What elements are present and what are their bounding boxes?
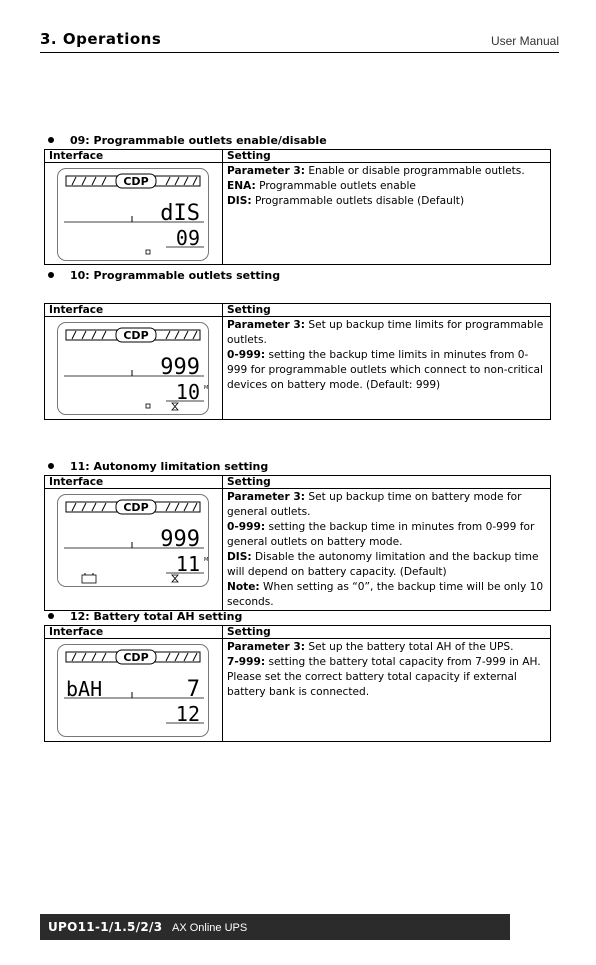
setting-cell — [223, 489, 551, 611]
bar-segment — [166, 503, 170, 511]
lcd-graphic — [58, 323, 208, 414]
section-title-10: 10: Programmable outlets setting — [48, 269, 280, 282]
cdp-logo: CDP — [123, 651, 149, 664]
setting-label: DIS: — [227, 551, 252, 563]
setting-text: Set up the battery total AH of the UPS. — [305, 641, 514, 653]
bullet-icon — [48, 137, 54, 143]
bar-segment — [193, 503, 197, 511]
manual-label: User Manual — [490, 34, 559, 48]
bar-segment — [193, 177, 197, 185]
bar-segment — [184, 331, 188, 339]
lcd-display — [57, 168, 209, 261]
bullet-icon — [48, 272, 54, 278]
col-setting: Setting — [223, 476, 551, 489]
setting-row — [227, 318, 546, 348]
lcd-display — [57, 322, 209, 415]
bar-segment — [92, 331, 96, 339]
setting-row — [227, 164, 546, 179]
bar-segment — [175, 503, 179, 511]
bar-segment — [82, 331, 86, 339]
bar-segment — [82, 177, 86, 185]
bar-segment — [193, 653, 197, 661]
bar-segment — [82, 653, 86, 661]
bar-segment — [184, 177, 188, 185]
lcd-code-value: 11 — [175, 552, 200, 576]
lcd-cell — [45, 163, 223, 265]
setting-cell — [223, 163, 551, 265]
section-title-09: 09: Programmable outlets enable/disable — [48, 134, 327, 147]
col-setting: Setting — [223, 150, 551, 163]
setting-row — [227, 194, 546, 209]
setting-text: Programmable outlets disable (Default) — [251, 195, 465, 207]
setting-label: DIS: — [227, 195, 252, 207]
bar-segment — [92, 177, 96, 185]
bar-segment — [166, 653, 170, 661]
col-interface: Interface — [45, 150, 223, 163]
hourglass-icon — [172, 575, 178, 582]
bar-segment — [72, 503, 76, 511]
bar-segment — [166, 177, 170, 185]
spec-table-11 — [44, 475, 551, 611]
lcd-graphic — [58, 645, 208, 736]
col-setting: Setting — [223, 626, 551, 639]
bar-segment — [184, 503, 188, 511]
spec-table-10 — [44, 303, 551, 420]
col-setting: Setting — [223, 304, 551, 317]
lcd-main-value: 999 — [160, 527, 200, 552]
bar-segment — [92, 503, 96, 511]
outlet-icon — [146, 404, 150, 408]
setting-row — [227, 490, 546, 520]
header-divider — [40, 52, 559, 53]
setting-label: Parameter 3: — [227, 641, 305, 653]
cdp-logo: CDP — [123, 329, 149, 342]
setting-label: Note: — [227, 581, 260, 593]
setting-label: ENA: — [227, 180, 256, 192]
section-title-11: 11: Autonomy limitation setting — [48, 460, 268, 473]
setting-text: Programmable outlets enable — [255, 180, 416, 192]
lcd-main-value: 999 — [160, 355, 200, 380]
setting-row — [227, 550, 546, 580]
bar-segment — [102, 177, 106, 185]
cdp-logo: CDP — [123, 501, 149, 514]
col-interface: Interface — [45, 626, 223, 639]
bar-segment — [102, 331, 106, 339]
bar-segment — [72, 177, 76, 185]
setting-cell — [223, 639, 551, 742]
bar-segment — [92, 653, 96, 661]
bar-segment — [102, 653, 106, 661]
setting-row — [227, 580, 546, 610]
lcd-graphic — [58, 495, 208, 586]
lcd-cell — [45, 317, 223, 420]
setting-text: When setting as “0”, the backup time will be only 10 seconds. — [227, 581, 544, 608]
setting-text: Disable the autonomy limitation and the backup time will depend on battery capacity. (Default) — [227, 551, 539, 578]
cdp-logo: CDP — [123, 175, 149, 188]
unit-label: M — [204, 557, 208, 563]
setting-label: Parameter 3: — [227, 491, 305, 503]
chapter-title: 3. Operations — [40, 30, 162, 48]
lcd-main-value: dIS — [160, 201, 200, 226]
bar-segment — [82, 503, 86, 511]
setting-text: Set up backup time on battery mode for general outlets. — [227, 491, 522, 518]
bar-segment — [102, 503, 106, 511]
setting-text: Set up backup time limits for programmable outlets. — [227, 319, 544, 346]
bar-segment — [175, 653, 179, 661]
section-title-12: 12: Battery total AH setting — [48, 610, 242, 623]
setting-label: Parameter 3: — [227, 165, 305, 177]
setting-label: Parameter 3: — [227, 319, 305, 331]
lcd-code-value: 10 — [175, 380, 200, 404]
bar-segment — [166, 331, 170, 339]
spec-table-12 — [44, 625, 551, 742]
bar-segment — [72, 653, 76, 661]
bar-segment — [72, 331, 76, 339]
lcd-code-value: 12 — [175, 702, 200, 726]
setting-text: setting the backup time limits in minutes from 0-999 for programmable outlets which connect to non-critical devices on battery mode. (Default: 999) — [227, 349, 543, 391]
bar-segment — [184, 653, 188, 661]
setting-cell — [223, 317, 551, 420]
footer-model: UPO11-1/1.5/2/3 — [48, 920, 163, 934]
hourglass-icon — [172, 403, 178, 410]
battery-icon — [82, 573, 96, 583]
bar-segment — [175, 331, 179, 339]
bullet-icon — [48, 463, 54, 469]
bullet-icon — [48, 613, 54, 619]
spec-table-09 — [44, 149, 551, 265]
col-interface: Interface — [45, 476, 223, 489]
lcd-display — [57, 494, 209, 587]
setting-label: 0-999: — [227, 521, 266, 533]
col-interface: Interface — [45, 304, 223, 317]
setting-label: 0-999: — [227, 349, 266, 361]
bar-segment — [193, 331, 197, 339]
bar-segment — [175, 177, 179, 185]
lcd-cell — [45, 639, 223, 742]
setting-row — [227, 179, 546, 194]
unit-label: M — [204, 385, 208, 391]
lcd-display — [57, 644, 209, 737]
setting-row — [227, 348, 546, 393]
lcd-cell — [45, 489, 223, 611]
setting-row — [227, 640, 546, 655]
setting-text: setting the backup time in minutes from 0-999 for general outlets on battery mode. — [227, 521, 535, 548]
lcd-code-value: 09 — [175, 226, 200, 250]
setting-text: Enable or disable programmable outlets. — [305, 165, 525, 177]
setting-label: 7-999: — [227, 656, 266, 668]
setting-text: setting the battery total capacity from 7-999 in AH. Please set the correct battery total capacity if external battery bank is connected. — [227, 656, 541, 698]
setting-row — [227, 655, 546, 700]
lcd-graphic — [58, 169, 208, 260]
battery-body — [82, 575, 96, 583]
footer-description: AX Online UPS — [172, 922, 248, 934]
setting-row — [227, 520, 546, 550]
outlet-icon — [146, 250, 150, 254]
lcd-left-text: bAH — [66, 677, 103, 701]
lcd-main-value: 7 — [186, 677, 200, 702]
